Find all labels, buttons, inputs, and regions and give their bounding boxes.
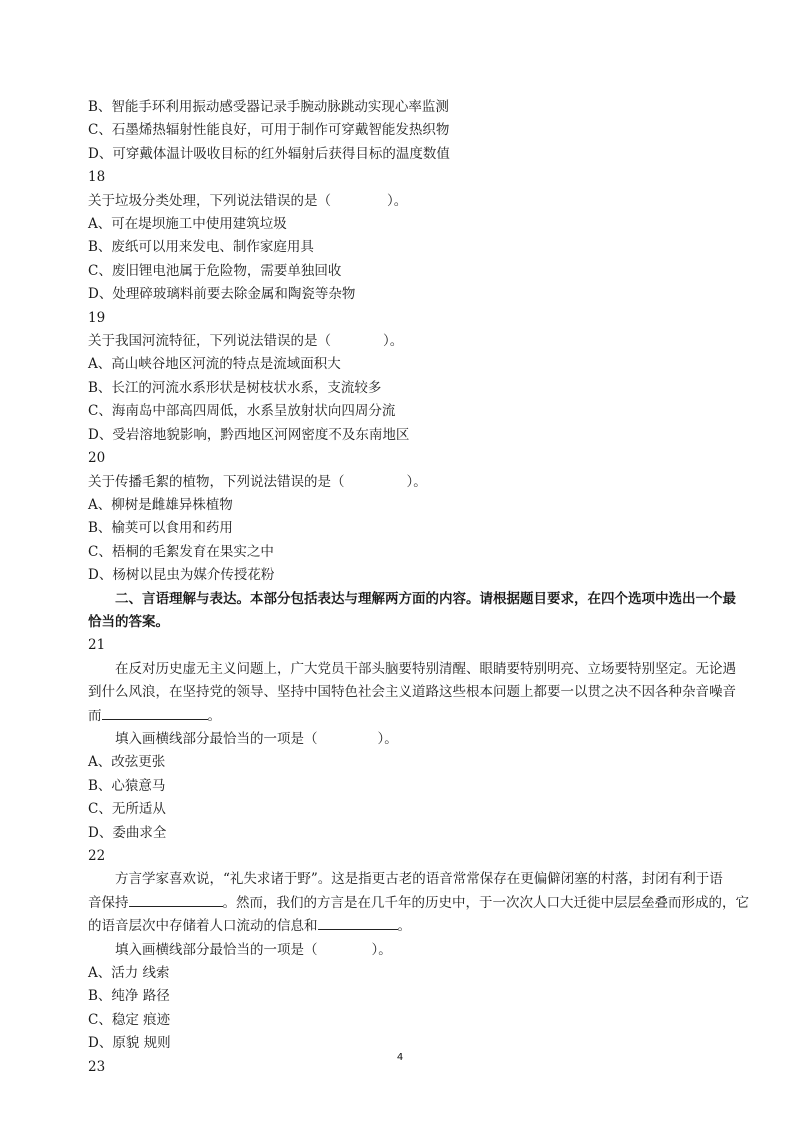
q18-number: 18 <box>88 169 106 186</box>
q21-passage-line-1: 在反对历史虚无主义问题上，广大党员干部头脑要特别清醒、眼睛要特别明亮、立场要特别坚定。无论遇 <box>115 660 736 677</box>
q20-number: 20 <box>88 450 106 467</box>
q22-prompt-end: ）。 <box>371 941 392 958</box>
q21-passage-line-3 <box>88 705 738 728</box>
q22-passage-line-3 <box>88 915 738 938</box>
q19-number: 19 <box>88 309 106 326</box>
q21-option-b: B、心猿意马 <box>88 777 166 794</box>
q18-stem <box>88 190 738 213</box>
q18-option-d: D、处理碎玻璃料前要去除金属和陶瓷等杂物 <box>88 286 356 303</box>
q22-passage-text-b: 。然而，我们的方言是在几千年的历史中，于一次次人口大迁徙中层层垒叠而形成的，它 <box>222 894 749 911</box>
q18-stem-text: 关于垃圾分类处理，下列说法错误的是（ <box>88 192 331 209</box>
q22-fill-blank-2 <box>318 915 398 930</box>
q22-option-b: B、纯净 路径 <box>88 988 170 1005</box>
q22-option-c: C、稳定 痕迹 <box>88 1011 171 1028</box>
q22-option-a: A、活力 线索 <box>88 965 170 982</box>
q20-option-d: D、杨树以昆虫为媒介传授花粉 <box>88 567 275 584</box>
q20-option-b: B、榆荚可以食用和药用 <box>88 520 233 537</box>
q22-prompt-text: 填入画横线部分最恰当的一项是（ <box>115 941 318 958</box>
q22-option-d: D、原貌 规则 <box>88 1035 171 1052</box>
q17-option-c: C、石墨烯热辐射性能良好，可用于制作可穿戴智能发热织物 <box>88 122 450 139</box>
q19-option-b: B、长江的河流水系形状是树枝状水系，支流较多 <box>88 379 382 396</box>
q20-option-c: C、梧桐的毛絮发育在果实之中 <box>88 543 274 560</box>
q18-stem-end: ）。 <box>387 192 408 209</box>
q22-passage-text-a: 音保持 <box>88 894 129 911</box>
q18-option-a: A、可在堤坝施工中使用建筑垃圾 <box>88 216 287 233</box>
q17-option-d: D、可穿戴体温计吸收目标的红外辐射后获得目标的温度数值 <box>88 145 450 162</box>
q21-prompt-text: 填入画横线部分最恰当的一项是（ <box>115 730 318 747</box>
q21-option-a: A、改弦更张 <box>88 754 166 771</box>
q21-fill-blank <box>102 705 208 720</box>
q19-stem <box>88 330 738 353</box>
q20-stem <box>88 471 738 494</box>
page-number: 4 <box>396 1052 404 1063</box>
page-content <box>88 96 749 1079</box>
q20-option-a: A、柳树是雌雄异株植物 <box>88 496 233 513</box>
q21-option-d: D、委曲求全 <box>88 824 167 841</box>
q20-stem-text: 关于传播毛絮的植物，下列说法错误的是（ <box>88 473 345 490</box>
q19-option-d: D、受岩溶地貌影响，黔西地区河网密度不及东南地区 <box>88 426 410 443</box>
q22-passage-line-1: 方言学家喜欢说，“礼失求诸于野”。这是指更古老的语音常常保存在更偏僻闭塞的村落，封闭有利于语 <box>115 871 723 888</box>
section-heading: 二、言语理解与表达。本部分包括表达与理解两方面的内容。请根据题目要求，在四个选项中选出一个最恰当的答案。 <box>88 590 736 630</box>
q22-prompt <box>88 939 738 962</box>
q22-number: 22 <box>88 848 106 864</box>
q23-number: 23 <box>88 1058 106 1075</box>
q17-option-b: B、智能手环利用振动感受器记录手腕动脉跳动实现心率监测 <box>88 99 449 115</box>
q21-passage-text: 而 <box>88 707 102 724</box>
q22-passage-text-c: 的语音层次中存储着人口流动的信息和 <box>88 918 318 935</box>
q18-option-b: B、废纸可以用来发电、制作家庭用具 <box>88 239 314 256</box>
q21-prompt-end: ）。 <box>377 730 398 747</box>
q22-passage-end: 。 <box>397 918 411 935</box>
q21-prompt <box>88 728 738 751</box>
q21-option-c: C、无所适从 <box>88 801 166 818</box>
q19-stem-text: 关于我国河流特征，下列说法错误的是（ <box>88 333 331 350</box>
q21-number: 21 <box>88 637 106 654</box>
q22-fill-blank-1 <box>129 892 223 907</box>
q21-passage-line-2: 到什么风浪，在坚持党的领导、坚持中国特色社会主义道路这些根本问题上都要一以贯之决不因各种杂音噪音 <box>88 684 736 701</box>
q20-stem-end: ）。 <box>406 473 427 490</box>
q18-option-c: C、废旧锂电池属于危险物，需要单独回收 <box>88 262 342 279</box>
q22-passage-line-2 <box>88 892 749 915</box>
q19-option-a: A、高山峡谷地区河流的特点是流域面积大 <box>88 356 341 373</box>
q19-stem-end: ）。 <box>383 333 404 350</box>
q19-option-c: C、海南岛中部高四周低，水系呈放射状向四周分流 <box>88 403 396 420</box>
q21-passage-end: 。 <box>207 707 221 724</box>
